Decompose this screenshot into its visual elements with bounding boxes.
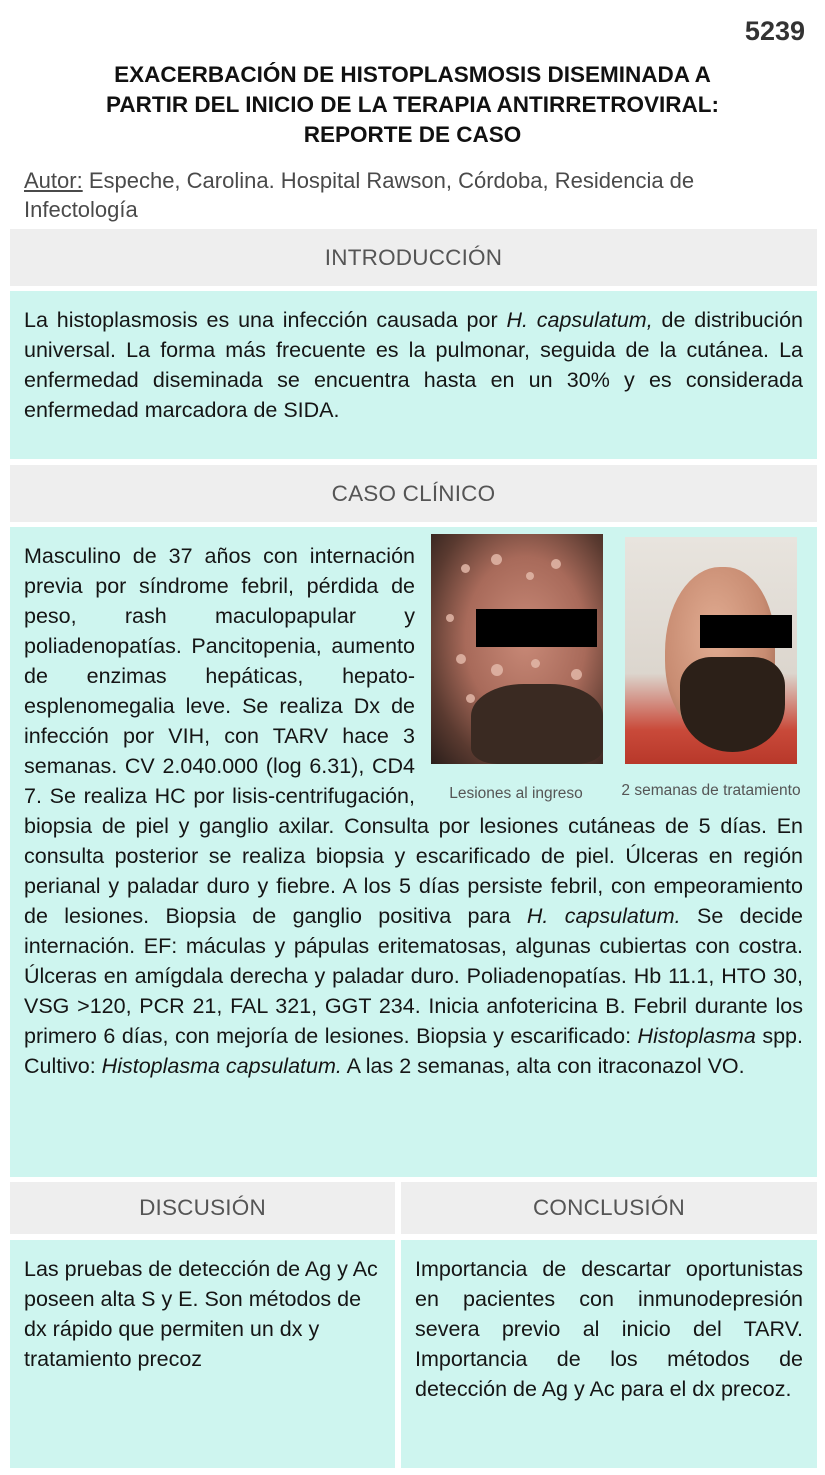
photo-lesions-admission: [431, 534, 603, 764]
poster-number: 5239: [744, 16, 805, 46]
case-italic-1: H. capsulatum.: [526, 904, 681, 928]
author-label: Autor:: [24, 168, 83, 193]
case-photos: [425, 534, 817, 810]
intro-italic: H. capsulatum,: [506, 308, 653, 332]
discussion-body: [10, 1240, 395, 1468]
intro-text-1: La histoplasmosis es una infección causada por: [24, 308, 507, 332]
introduction-header: INTRODUCCIÓN: [10, 229, 817, 286]
conclusion-text: Importancia de descartar oportunistas en pacientes con inmunodepresión severa previo al inicio del TARV. Importancia de los métodos de detección de Ag y Ac para el dx precoz.: [415, 1257, 803, 1401]
intro-text-2: de distribución universal. La forma más frecuente es la pulmonar, seguida de la cutánea. La enfermedad diseminada se encuentra hasta en un 30% y es considerada enfermedad marcadora de SIDA.: [24, 308, 803, 422]
discussion-text: Las pruebas de detección de Ag y Ac poseen alta S y E. Son métodos de dx rápido que permiten un dx y tratamiento precoz: [24, 1257, 378, 1371]
photo-caption-admission: Lesiones al ingreso: [449, 785, 583, 802]
discussion-header: DISCUSIÓN: [10, 1182, 395, 1234]
title-line-2: PARTIR DEL INICIO DE LA TERAPIA ANTIRRETROVIRAL:: [106, 92, 719, 117]
poster-title: [30, 60, 795, 150]
case-header: CASO CLÍNICO: [10, 465, 817, 522]
censor-bar: [700, 615, 792, 648]
author-text: Espeche, Carolina. Hospital Rawson, Córdoba, Residencia de Infectología: [24, 168, 695, 222]
photo-caption-treatment: 2 semanas de tratamiento: [621, 782, 801, 799]
author-line: [24, 166, 801, 224]
case-italic-3: Histoplasma capsulatum.: [101, 1054, 342, 1078]
beard-shape: [680, 657, 785, 752]
beard-shape: [471, 684, 603, 764]
conclusion-body: [401, 1240, 817, 1468]
title-line-1: EXACERBACIÓN DE HISTOPLASMOSIS DISEMINADA A: [114, 62, 711, 87]
conclusion-header: CONCLUSIÓN: [401, 1182, 817, 1234]
case-text-1: Masculino de 37 años con internación previa por síndrome febril, pérdida de peso, rash maculopapular y poliadenopatías. Pancitopenia, aumento de enzimas hepáticas, hepato-esplenomegalia leve. Se realiza Dx de infección por VIH, con TARV hace 3 semanas. CV 2.040.000 (log 6.31), CD4 7. Se realiza HC por lisis-centrifugación, biopsia de piel y ganglio axilar. Consulta por lesiones cutáneas de 5 días. En consulta posterior se realiza biopsia y escarificado de piel. Úlceras en región perianal y paladar duro y fiebre. A los 5 días persiste febril, con empeoramiento de lesiones. Biopsia de ganglio positiva para: [24, 544, 803, 928]
title-line-3: REPORTE DE CASO: [303, 122, 522, 147]
photo-two-weeks-treatment: [625, 537, 797, 764]
censor-bar: [476, 609, 597, 647]
case-text-3: spp. Cultivo:: [24, 1024, 803, 1078]
case-text-4: A las 2 semanas, alta con itraconazol VO.: [341, 1054, 745, 1078]
case-text-2: Se decide internación. EF: máculas y pápulas eritematosas, algunas cubiertas con costra. Úlceras en amígdala derecha y paladar duro. Poliadenopatías. Hb 11.1, HTO 30, VSG >120, PCR 21, FAL 321, GGT 234. Inicia anfotericina B. Febril durante los primero 6 días, con mejoría de lesiones. Biopsia y escarificado:: [24, 904, 803, 1048]
introduction-body: [10, 291, 817, 459]
case-body: [10, 527, 817, 1177]
case-italic-2: Histoplasma: [637, 1024, 756, 1048]
